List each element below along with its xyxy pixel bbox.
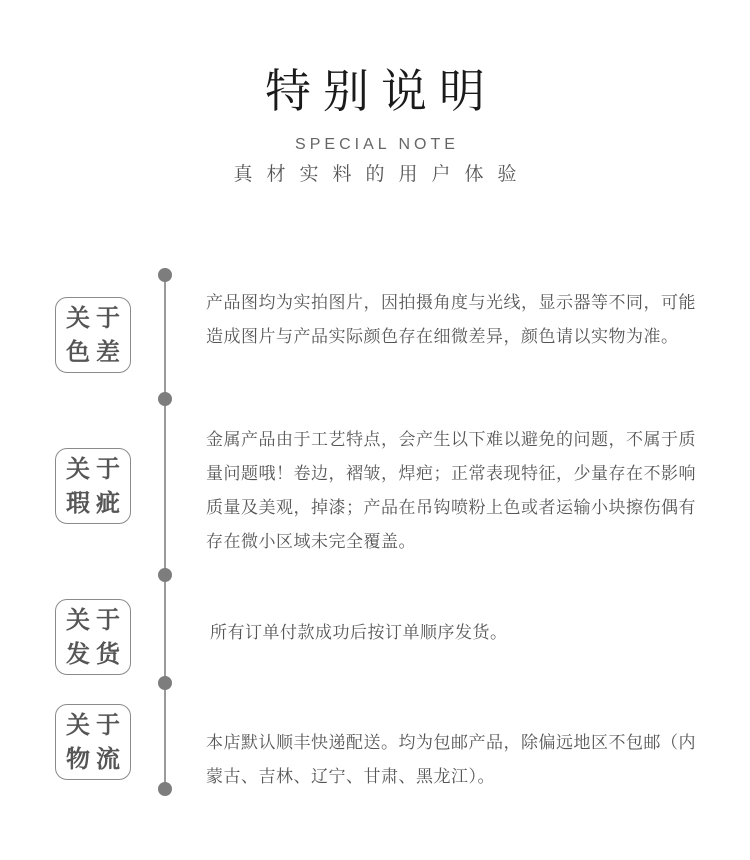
note-logistics: 本店默认顺丰快递配送。均为包邮产品，除偏远地区不包邮（内蒙古、吉林、辽宁、甘肃、黑龙江）。 [206,733,696,787]
tag-defects [55,448,131,524]
timeline-dot [158,568,172,582]
tag-label-line1: 关于 [66,711,126,739]
page-subtitle-cn: 真材实料的用户体验 [233,163,531,185]
timeline-dot [158,268,172,282]
tag-logistics [55,704,131,780]
tag-label-line2: 瑕疵 [66,489,126,517]
page-title: 特别说明 [265,64,497,118]
tag-label-line2: 物流 [66,745,126,773]
tag-label-line2: 色差 [66,338,126,366]
timeline-dot [158,676,172,690]
tag-label-line2: 发货 [66,640,126,668]
tag-label-line1: 关于 [66,304,126,332]
timeline-dot [158,392,172,406]
page-subtitle-en: SPECIAL NOTE [295,136,459,153]
note-shipping: 所有订单付款成功后按订单顺序发货。 [210,623,508,643]
tag-shipping [55,599,131,675]
timeline-line [164,275,166,789]
tag-label-line1: 关于 [66,606,126,634]
note-defects: 金属产品由于工艺特点，会产生以下难以避免的问题，不属于质量问题哦！卷边，褶皱，焊疤；正常表现特征，少量存在不影响质量及美观，掉漆；产品在吊钩喷粉上色或者运输小块擦伤偶有存在微小区域未完全覆盖。 [206,430,696,552]
note-color-difference: 产品图均为实拍图片，因拍摄角度与光线，显示器等不同，可能造成图片与产品实际颜色存在细微差异，颜色请以实物为准。 [206,293,696,347]
tag-label-line1: 关于 [66,455,126,483]
tag-color-difference [55,297,131,373]
timeline-dot [158,782,172,796]
